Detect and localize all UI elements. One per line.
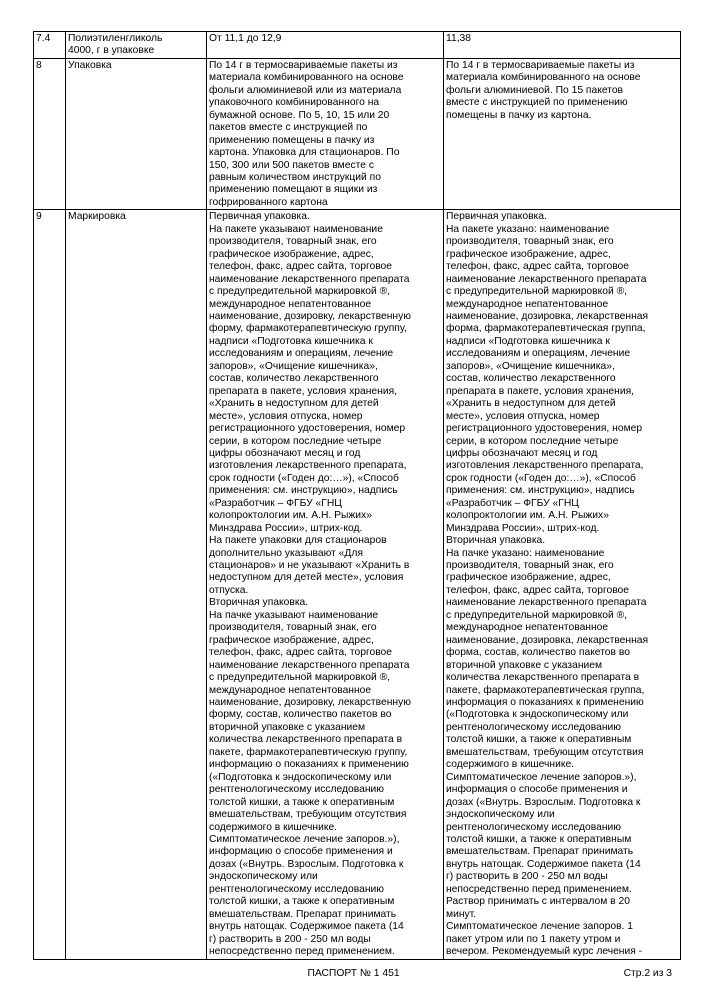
- text-line: препарата в пакете, условия хранения,: [209, 385, 398, 397]
- parameter-name-cell: [66, 58, 207, 209]
- text-line: надписи «Подготовка кишечника к: [446, 335, 610, 347]
- text-line: информацию о способе применения и: [209, 846, 393, 858]
- text-line: рентгенологическому исследованию: [209, 883, 384, 895]
- text-line: месте», условия отпуска, номер: [209, 410, 363, 422]
- text-line: международное непатентованное: [446, 298, 609, 310]
- text-line: гофрированного картона: [209, 196, 328, 208]
- text-line: пакете, фармакотерапевтическая группа,: [446, 684, 645, 696]
- text-line: колопроктологии им. А.Н. Рыжих»: [209, 510, 372, 522]
- text-line: От 11,1 до 12,9: [209, 33, 282, 44]
- table-row: [34, 32, 681, 59]
- text-line: Минздрава России», штрих-код.: [209, 522, 363, 534]
- text-line: вечером. Рекомендуемый курс лечения -: [446, 946, 643, 958]
- text-line: телефон, факс, адрес сайта, торговое: [209, 261, 393, 273]
- text-line: Упаковка: [68, 59, 112, 71]
- passport-table: [33, 31, 681, 960]
- table-body: [34, 32, 681, 960]
- text-line: недоступном для детей месте», условия: [209, 572, 404, 584]
- text-line: г) растворить в 200 - 250 мл воды: [446, 871, 608, 883]
- text-line: На пакете указывают наименование: [209, 223, 383, 235]
- text-line: исследованиям и операциям, лечение: [446, 348, 631, 360]
- text-line: вторичной упаковке с указанием: [209, 721, 366, 733]
- text-line: наименование, дозировку, лекарственную: [209, 310, 411, 322]
- text-line: форма, состав, количество пакетов во: [446, 647, 630, 659]
- text-line: толстой кишки, а также к оперативным: [209, 796, 395, 808]
- text-line: По 14 г в термосвариваемые пакеты из: [446, 59, 635, 71]
- text-line: количества лекарственного препарата в: [446, 672, 640, 684]
- text-line: надписи «Подготовка кишечника к: [209, 335, 373, 347]
- text-line: наименование, дозировка, лекарственная: [446, 310, 649, 322]
- text-line: Симптоматическое лечение запоров. 1: [446, 921, 634, 933]
- text-line: графическое изображение, адрес,: [209, 634, 374, 646]
- text-line: наименование лекарственного препарата: [446, 597, 647, 609]
- text-line: телефон, факс, адрес сайта, торговое: [446, 261, 630, 273]
- text-line: Первичная упаковка.: [446, 211, 547, 223]
- text-line: Первичная упаковка.: [209, 211, 310, 223]
- text-line: Раствор принимать с интервалом в 20: [446, 896, 630, 908]
- row-number-cell: 7.4: [34, 32, 66, 59]
- text-line: внутрь натощак. Содержимое пакета (14: [446, 858, 641, 870]
- text-line: Полиэтиленгликоль: [68, 33, 163, 44]
- row-number-cell: 8: [34, 58, 66, 209]
- text-line: графическое изображение, адрес,: [446, 572, 611, 584]
- text-line: «Хранить в недоступном для детей: [446, 398, 616, 410]
- text-line: цифры обозначают месяц и год: [209, 447, 361, 459]
- text-line: международное непатентованное: [209, 684, 372, 696]
- text-line: содержимого в кишечнике.: [446, 759, 575, 771]
- text-line: Вторичная упаковка.: [209, 597, 309, 609]
- text-line: г) растворить в 200 - 250 мл воды: [209, 933, 371, 945]
- table-row: [34, 58, 681, 209]
- parameter-name-cell: [66, 32, 207, 59]
- text-line: запоров», «Очищение кишечника»,: [209, 360, 378, 372]
- text-line: вмешательствам, требующим отсутствия: [209, 809, 407, 821]
- text-line: информация о способе применения и: [446, 784, 628, 796]
- text-line: Маркировка: [68, 211, 126, 223]
- text-line: наименование лекарственного препарата: [209, 273, 410, 285]
- text-line: с предупредительной маркировкой ®,: [209, 672, 391, 684]
- text-line: толстой кишки, а также к оперативным: [209, 896, 395, 908]
- text-line: толстой кишки, а также к оперативным: [446, 734, 632, 746]
- text-line: непосредственно перед применением.: [446, 883, 632, 895]
- text-line: производителя, товарный знак, его: [446, 560, 614, 572]
- text-line: («Подготовка к эндоскопическому или: [209, 771, 392, 783]
- text-line: 4000, г в упаковке: [68, 45, 155, 57]
- text-line: срок годности («Годен до:…»), «Способ: [446, 472, 636, 484]
- text-line: регистрационного удостоверения, номер: [209, 423, 406, 435]
- actual-value-cell: [444, 32, 681, 59]
- text-line: международное непатентованное: [446, 622, 609, 634]
- text-line: месте», условия отпуска, номер: [446, 410, 600, 422]
- text-line: эндоскопическому или: [209, 871, 318, 883]
- text-line: содержимого в кишечнике.: [209, 821, 338, 833]
- text-line: производителя, товарный знак, его: [446, 236, 614, 248]
- text-line: информацию о показаниях к применению: [209, 759, 409, 771]
- text-line: пакет утром или по 1 пакету утром и: [446, 933, 621, 945]
- text-line: наименование, дозировку, лекарственную: [209, 697, 411, 709]
- text-line: изготовления лекарственного препарата,: [446, 460, 644, 472]
- text-line: «Хранить в недоступном для детей: [209, 398, 379, 410]
- specification-cell: [207, 210, 444, 959]
- text-line: вместе с инструкцией по применению: [446, 97, 628, 109]
- text-line: внутрь натощак. Содержимое пакета (14: [209, 921, 404, 933]
- text-line: колопроктологии им. А.Н. Рыжих»: [446, 510, 609, 522]
- table-row: [34, 210, 681, 959]
- text-line: пакетов вместе с инструкцией по: [209, 122, 368, 134]
- footer-passport-number: ПАСПОРТ № 1 451: [307, 968, 400, 979]
- text-line: исследованиям и операциям, лечение: [209, 348, 394, 360]
- text-line: телефон, факс, адрес сайта, торговое: [209, 647, 393, 659]
- text-line: рентгенологическому исследованию: [446, 821, 621, 833]
- text-line: По 14 г в термосвариваемые пакеты из: [209, 59, 398, 71]
- text-line: применению помещены в пачку из: [209, 134, 375, 146]
- text-line: форму, фармакотерапевтическую группу,: [209, 323, 407, 335]
- text-line: Симптоматическое лечение запоров.»),: [209, 834, 400, 845]
- text-line: Минздрава России», штрих-код.: [446, 522, 600, 534]
- text-line: 11,38: [446, 33, 472, 44]
- text-line: бумажной основе. По 5, 10, 15 или 20: [209, 109, 390, 121]
- parameter-name-cell: [66, 210, 207, 959]
- text-line: непосредственно перед применением.: [209, 946, 395, 958]
- text-line: вмешательствам. Препарат принимать: [209, 908, 397, 920]
- text-line: форма, фармакотерапевтическая группа,: [446, 323, 646, 335]
- text-line: информация о показаниях к применению: [446, 697, 644, 709]
- text-line: графическое изображение, адрес,: [446, 248, 611, 260]
- text-line: материала комбинированного на основе: [446, 72, 641, 84]
- text-line: цифры обозначают месяц и год: [446, 447, 598, 459]
- text-line: материала комбинированного на основе: [209, 72, 404, 84]
- text-line: Вторичная упаковка.: [446, 535, 546, 547]
- text-line: наименование лекарственного препарата: [209, 659, 410, 671]
- text-line: На пакете указано: наименование: [446, 223, 610, 235]
- text-line: вторичной упаковке с указанием: [446, 659, 603, 671]
- text-line: равным количеством инструкций по: [209, 171, 381, 183]
- text-line: рентгенологическому исследованию: [209, 784, 384, 796]
- text-line: 150, 300 или 500 пакетов вместе с: [209, 159, 374, 171]
- text-line: производителя, товарный знак, его: [209, 622, 377, 634]
- text-line: пакете, фармакотерапевтическую группу,: [209, 746, 408, 758]
- text-line: дозах («Внутрь. Взрослым. Подготовка к: [209, 858, 404, 870]
- text-line: дополнительно указывают «Для: [209, 547, 363, 559]
- text-line: регистрационного удостоверения, номер: [446, 423, 643, 435]
- text-line: телефон, факс, адрес сайта, торговое: [446, 584, 630, 596]
- text-line: («Подготовка к эндоскопическому или: [446, 709, 629, 721]
- text-line: минут.: [446, 908, 477, 920]
- text-line: состав, количество лекарственного: [446, 373, 616, 385]
- text-line: с предупредительной маркировкой ®,: [209, 286, 391, 298]
- specification-cell: [207, 58, 444, 209]
- text-line: эндоскопическому или: [446, 809, 555, 821]
- text-line: помещены в пачку из картона.: [446, 109, 592, 121]
- text-line: препарата в пакете, условия хранения,: [446, 385, 635, 397]
- text-line: упаковочного комбинированного на: [209, 97, 380, 109]
- text-line: На пакете упаковки для стационаров: [209, 535, 387, 547]
- actual-value-cell: [444, 58, 681, 209]
- text-line: состав, количество лекарственного: [209, 373, 379, 385]
- text-line: дозах («Внутрь. Взрослым. Подготовка к: [446, 796, 641, 808]
- text-line: изготовления лекарственного препарата,: [209, 460, 407, 472]
- text-line: рентгенологическому исследованию: [446, 721, 621, 733]
- text-line: международное непатентованное: [209, 298, 372, 310]
- text-line: серии, в котором последние четыре: [209, 435, 382, 447]
- text-line: толстой кишки, а также к оперативным: [446, 834, 632, 845]
- text-line: запоров», «Очищение кишечника»,: [446, 360, 615, 372]
- text-line: фольги алюминиевой. По 15 пакетов: [446, 84, 624, 96]
- text-line: количества лекарственного препарата в: [209, 734, 403, 746]
- text-line: с предупредительной маркировкой ®,: [446, 609, 628, 621]
- text-line: вмешательствам, требующим отсутствия: [446, 746, 644, 758]
- text-line: форму, состав, количество пакетов во: [209, 709, 392, 721]
- text-line: графическое изображение, адрес,: [209, 248, 374, 260]
- text-line: применения: см. инструкцию», надпись: [446, 485, 635, 497]
- text-line: серии, в котором последние четыре: [446, 435, 619, 447]
- text-line: фольги алюминиевой или из материала: [209, 84, 402, 96]
- text-line: применению помещают в ящики из: [209, 184, 378, 196]
- footer-page-number: Стр.2 из 3: [623, 968, 672, 979]
- specification-cell: [207, 32, 444, 59]
- text-line: производителя, товарный знак, его: [209, 236, 377, 248]
- actual-value-cell: [444, 210, 681, 959]
- text-line: стационаров» и не указывают «Хранить в: [209, 560, 410, 572]
- text-line: отпуска.: [209, 584, 249, 596]
- text-line: наименование, дозировка, лекарственная: [446, 634, 649, 646]
- text-line: Симптоматическое лечение запоров.»),: [446, 771, 637, 783]
- text-line: На пачке указывают наименование: [209, 609, 379, 621]
- text-line: применения: см. инструкцию», надпись: [209, 485, 398, 497]
- text-line: «Разработчик – ФГБУ «ГНЦ: [209, 497, 342, 509]
- text-line: наименование лекарственного препарата: [446, 273, 647, 285]
- text-line: с предупредительной маркировкой ®,: [446, 286, 628, 298]
- text-line: картона. Упаковка для стационаров. По: [209, 147, 400, 159]
- text-line: «Разработчик – ФГБУ «ГНЦ: [446, 497, 579, 509]
- text-line: На пачке указано: наименование: [446, 547, 605, 559]
- text-line: вмешательствам. Препарат принимать: [446, 846, 634, 858]
- row-number-cell: 9: [34, 210, 66, 959]
- text-line: срок годности («Годен до:…»), «Способ: [209, 472, 399, 484]
